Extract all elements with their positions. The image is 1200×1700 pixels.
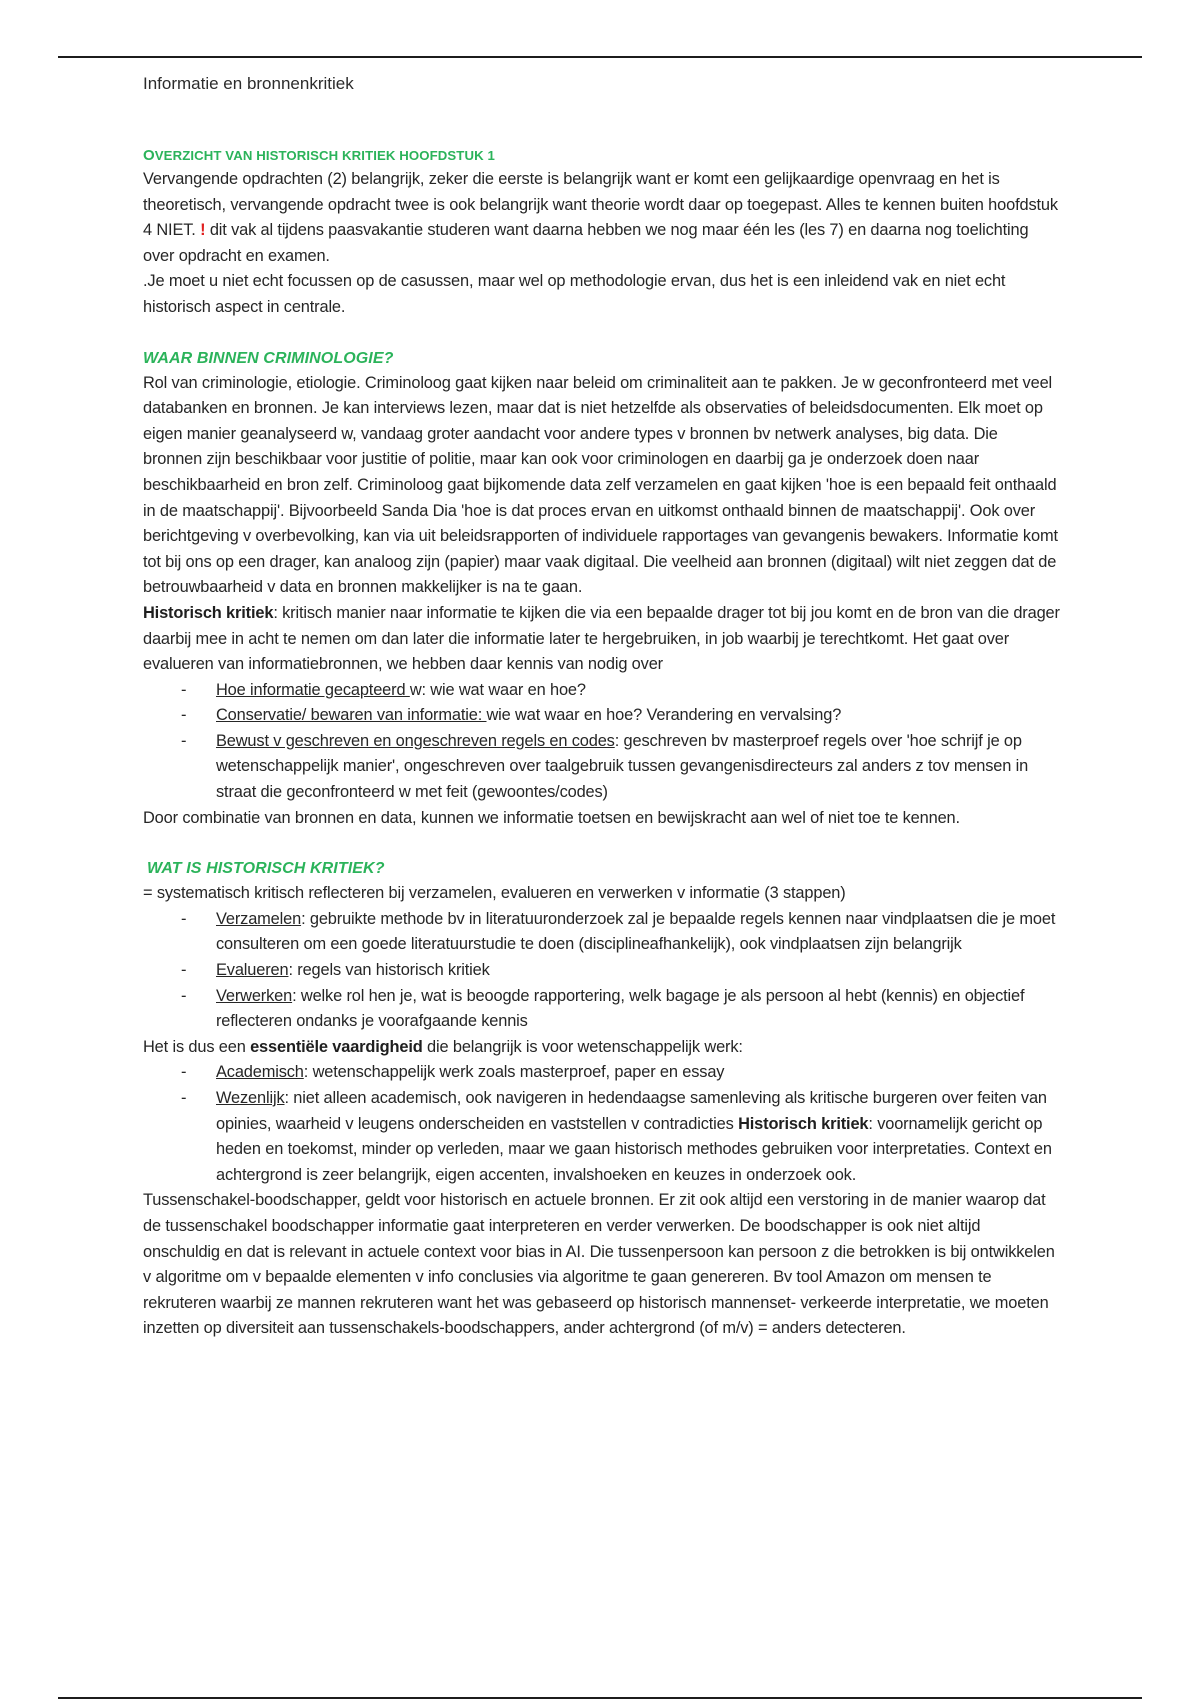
- paragraph: [143, 167, 1061, 269]
- underlined-term: Wezenlijk: [216, 1089, 285, 1107]
- document-body: [143, 144, 1061, 1342]
- underlined-term: Verwerken: [216, 986, 293, 1005]
- list-item: [143, 703, 1061, 729]
- text-run: : niet alleen academisch, ook navigeren in hedendaagse samenleving als kritische burgeren over feiten van opinies, waarheid v leugens onderscheiden en vaststellen v contradicties: [216, 1089, 1047, 1133]
- section-heading-historisch-kritiek: WAT IS HISTORISCH KRITIEK?: [147, 860, 385, 878]
- underlined-term: Conservatie/ bewaren van informatie:: [216, 706, 487, 725]
- text-run: wie wat waar en hoe? Verandering en vervalsing?: [486, 706, 842, 725]
- text-run: : kritisch manier naar informatie te kijken die via een bepaalde drager tot bij jou komt en de bron van die drager daarbij mee in acht te nemen om dan later die informatie later te hergebruiken, in job waarbij je terechtkomt. Het gaat over evalueren van informatiebronnen, we hebben daar kennis van nodig over: [143, 603, 1060, 674]
- text-run: die belangrijk is voor wetenschappelijk werk:: [422, 1037, 743, 1056]
- bullet-list: [143, 907, 1061, 1035]
- text-run: dit vak al tijdens paasvakantie studeren want daarna hebben we nog maar één les (les 7) en daarna nog toelichting over opdracht en examen.: [143, 221, 1029, 265]
- underlined-term: Bewust v geschreven en ongeschreven regels en codes: [216, 731, 615, 750]
- text-run: : regels van historisch kritiek: [288, 961, 490, 980]
- section-heading-overzicht: [143, 144, 1061, 167]
- bold-term: Historisch kritiek: [143, 603, 274, 622]
- underlined-term: Academisch: [216, 1063, 304, 1082]
- exclamation-mark: !: [200, 221, 206, 240]
- text-run: : welke rol hen je, wat is beoogde rapportering, welk bagage je als persoon al hebt (kennis) en objectief reflecteren ondanks je voorafgaande kennis: [216, 986, 1025, 1031]
- footer-rule: [58, 1697, 1142, 1699]
- bullet-list: [143, 1060, 1061, 1188]
- paragraph: Door combinatie van bronnen en data, kunnen we informatie toetsen en bewijskracht aan wel of niet toe te kennen.: [143, 808, 960, 827]
- heading-rest: VERZICHT VAN HISTORISCH KRITIEK HOOFDSTUK 1: [154, 148, 495, 163]
- text-run: : geschreven bv masterproef regels over 'hoe schrijf je op wetenschappelijk manier', ongeschreven over taalgebruik tussen gevangenisdirecteurs zal anders z tov mensen in straat die geconfronteerd w met feit (gewoontes/codes): [216, 731, 1029, 802]
- bullet-list: [143, 678, 1061, 806]
- list-item: [143, 907, 1061, 958]
- text-run: Het is dus een: [143, 1037, 251, 1056]
- underlined-term: Hoe informatie gecapteerd: [216, 680, 410, 699]
- bold-term: Historisch kritiek: [738, 1114, 869, 1133]
- paragraph: .Je moet u niet echt focussen op de casussen, maar wel op methodologie ervan, dus het is een inleidend vak en niet echt historisch aspect in centrale.: [143, 272, 1006, 316]
- list-item: [143, 729, 1061, 806]
- list-item: [143, 678, 1061, 704]
- paragraph: [143, 1035, 1061, 1061]
- list-item: [143, 984, 1061, 1035]
- header-rule: [58, 56, 1142, 58]
- text-run: : wetenschappelijk werk zoals masterproef, paper en essay: [303, 1063, 725, 1082]
- heading-initial: O: [143, 147, 155, 164]
- underlined-term: Evalueren: [216, 961, 289, 980]
- section-heading-criminologie: WAAR BINNEN CRIMINOLOGIE?: [143, 349, 394, 367]
- list-item: [143, 1086, 1061, 1188]
- list-item: [143, 958, 1061, 984]
- page-header: Informatie en bronnenkritiek: [143, 74, 354, 93]
- text-run: w: wie wat waar en hoe?: [409, 680, 586, 699]
- text-run: Vervangende opdrachten (2) belangrijk, zeker die eerste is belangrijk want er komt een gelijkaardige openvraag en het is theoretisch, vervangende opdracht twee is ook belangrijk want theorie wordt daar op toegepast. Alles te kennen buiten hoofdstuk 4 NIET.: [143, 170, 1058, 240]
- paragraph: Rol van criminologie, etiologie. Criminoloog gaat kijken naar beleid om criminaliteit aan te pakken. Je w geconfronteerd met veel databanken en bronnen. Je kan interviews lezen, maar dat is niet hetzelfde als observaties of beleidsdocumenten. Elk moet op eigen manier geanalyseerd w, vandaag groter aandacht voor andere types v bronnen bv netwerk analyses, big data. Die bronnen zijn beschikbaar voor justitie of politie, maar kan ook voor criminologen en daarbij ga je onderzoek doen naar beschikbaarheid en bron zelf. Criminoloog gaat bijkomende data zelf verzamelen en gaat kijken 'hoe is een bepaald feit onthaald in de maatschappij'. Bijvoorbeeld Sanda Dia 'hoe is dat proces ervan en uitkomst onthaald binnen de maatschappij'. Ook over berichtgeving v overbevolking, kan via uit beleidsrapporten of individuele rapportages van gevangenis bewakers. Informatie komt tot bij ons op een drager, kan analoog zijn (papier) maar vaak digitaal. Die veelheid aan bronnen (digitaal) wilt niet zeggen dat de betrouwbaarheid v data en bronnen makkelijker is na te gaan.: [143, 373, 1058, 597]
- paragraph: = systematisch kritisch reflecteren bij verzamelen, evalueren en verwerken v informatie (3 stappen): [143, 884, 846, 903]
- paragraph: [143, 601, 1061, 678]
- paragraph: Tussenschakel-boodschapper, geldt voor historisch en actuele bronnen. Er zit ook altijd een verstoring in de manier waarop dat de tussenschakel boodschapper informatie gaat interpreteren en verder verwerken. De boodschapper is ook niet altijd onschuldig en dat is relevant in actuele context voor bias in AI. Die tussenpersoon kan persoon z die betrokken is bij ontwikkelen v algoritme om v bepaalde elementen v info conclusies via algoritme te gaan genereren. Bv tool Amazon om mensen te rekruteren waarbij ze mannen rekruteren want het was gebaseerd op historisch mannenset- verkeerde interpretatie, we moeten inzetten op diversiteit aan tussenschakels-boodschappers, ander achtergrond (of m/v) = anders detecteren.: [143, 1191, 1055, 1338]
- bold-term: essentiële vaardigheid: [250, 1037, 423, 1056]
- text-run: : gebruikte methode bv in literatuuronderzoek zal je bepaalde regels kennen naar vindplaatsen die je moet consulteren om een goede literatuurstudie te doen (disciplineafhankelijk), ook vindplaatsen zijn belangrijk: [216, 909, 1056, 954]
- text-run: : voornamelijk gericht op heden en toekomst, minder op verleden, maar we gaan historisch methodes gebruiken voor interpretaties. Context en achtergrond is zeer belangrijk, eigen accenten, invalshoeken en keuzes in onderzoek ook.: [216, 1114, 1052, 1184]
- underlined-term: Verzamelen: [216, 909, 302, 928]
- list-item: [143, 1060, 1061, 1086]
